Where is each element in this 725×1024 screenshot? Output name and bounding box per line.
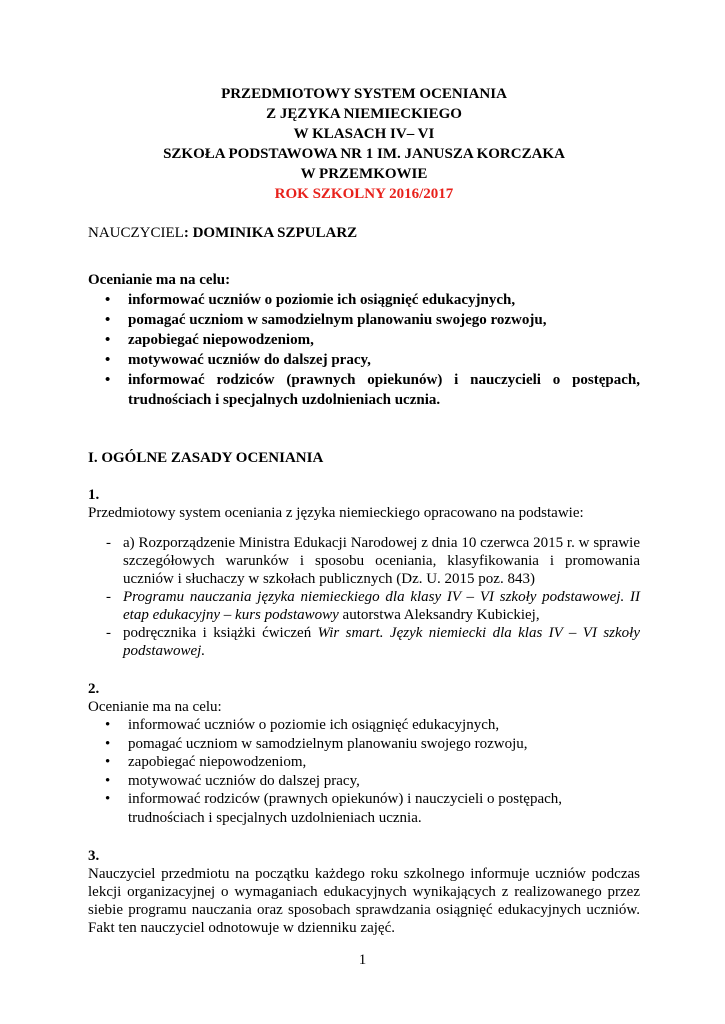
bullet-icon: • xyxy=(105,312,111,328)
title-line-1: PRZEDMIOTOWY SYSTEM OCENIANIA xyxy=(221,86,507,102)
list-item: • motywować uczniów do dalszej pracy, xyxy=(105,772,360,789)
page-number: 1 xyxy=(358,952,367,968)
title-line-3: W KLASACH IV– VI xyxy=(293,126,435,142)
dash-icon: - xyxy=(106,535,111,551)
title-line-5: W PRZEMKOWIE xyxy=(300,166,428,182)
paragraph-number-3: 3. xyxy=(88,848,100,864)
list-item: • zapobiegać niepowodzeniom, xyxy=(105,332,314,348)
list-item: - podręcznika i książki ćwiczeń Wir smart. Język niemiecki dla klas IV – VI szkoły podstawowej. xyxy=(106,625,640,659)
dash-icon: - xyxy=(106,589,111,605)
bullet-icon: • xyxy=(105,735,111,752)
list-item: • informować rodziców (prawnych opiekunów) i nauczycieli o postępach, trudnościach i specjalnych uzdolnieniach ucznia. xyxy=(105,372,640,408)
goals-heading: Ocenianie ma na celu: xyxy=(88,272,231,288)
paragraph-number-2: 2. xyxy=(88,681,100,697)
list-item: • zapobiegać niepowodzeniom, xyxy=(105,754,307,770)
document-title xyxy=(88,84,640,204)
paragraph-3-text: Nauczyciel przedmiotu na początku każdego roku szkolnego informuje uczniów podczas lekcji organizacyjnej o wymaganiach edukacyjnych wynikających z realizowanego przez siebie programu nauczania oraz sposobach sprawdzania osiągnięć edukacyjnych uczniów. Fakt ten nauczyciel odnotowuje w dzienniku zajęć. xyxy=(88,866,640,936)
paragraph-1-text: Przedmiotowy system oceniania z języka niemieckiego opracowano na podstawie: xyxy=(88,505,584,521)
list-item: • pomagać uczniom w samodzielnym planowaniu swojego rozwoju, xyxy=(105,312,547,328)
bullet-icon: • xyxy=(105,717,111,733)
teacher-name: : DOMINIKA SZPULARZ xyxy=(183,225,358,241)
basis-list xyxy=(88,534,640,660)
list-item: - Programu nauczania języka niemieckiego dla klasy IV – VI szkoły podstawowej. II etap edukacyjny – kurs podstawowy autorstwa Aleksandry Kubickiej, xyxy=(106,589,640,623)
list-item: - a) Rozporządzenie Ministra Edukacji Narodowej z dnia 10 czerwca 2015 r. w sprawie szczegółowych warunków i sposobu oceniania, klasyfikowania i promowania uczniów i słuchaczy w szkołach publicznych (Dz. U. 2015 poz. 843) xyxy=(106,535,640,587)
bullet-icon: • xyxy=(105,292,111,308)
list-item: • motywować uczniów do dalszej pracy, xyxy=(105,352,371,368)
list-item: • informować rodziców (prawnych opiekunów) i nauczycieli o postępach, trudnościach i specjalnych uzdolnieniach ucznia. xyxy=(105,791,563,826)
dash-icon: - xyxy=(106,625,111,641)
bullet-icon: • xyxy=(105,372,111,388)
list-item: • informować uczniów o poziomie ich osiągnięć edukacyjnych, xyxy=(105,717,500,733)
paragraph-2-heading: Ocenianie ma na celu: xyxy=(88,699,222,715)
document-page xyxy=(88,84,640,937)
section-heading: I. OGÓLNE ZASADY OCENIANIA xyxy=(88,450,324,466)
goals-list xyxy=(88,290,640,410)
bullet-icon: • xyxy=(105,332,111,348)
bullet-icon: • xyxy=(105,791,111,807)
goals-block xyxy=(88,270,640,410)
title-line-4: SZKOŁA PODSTAWOWA NR 1 IM. JANUSZA KORCZAKA xyxy=(163,146,565,162)
teacher-line xyxy=(88,223,640,243)
list-item: • informować uczniów o poziomie ich osiągnięć edukacyjnych, xyxy=(105,292,516,308)
teacher-label: NAUCZYCIEL xyxy=(88,225,184,241)
bullet-icon: • xyxy=(105,772,111,789)
school-year: ROK SZKOLNY 2016/2017 xyxy=(274,186,454,202)
title-line-2: Z JĘZYKA NIEMIECKIEGO xyxy=(266,106,462,122)
bullet-icon: • xyxy=(105,754,111,770)
paragraph-number-1: 1. xyxy=(88,487,100,503)
list-item: • pomagać uczniom w samodzielnym planowaniu swojego rozwoju, xyxy=(105,735,528,752)
paragraph-2-list xyxy=(88,716,640,827)
bullet-icon: • xyxy=(105,352,111,368)
